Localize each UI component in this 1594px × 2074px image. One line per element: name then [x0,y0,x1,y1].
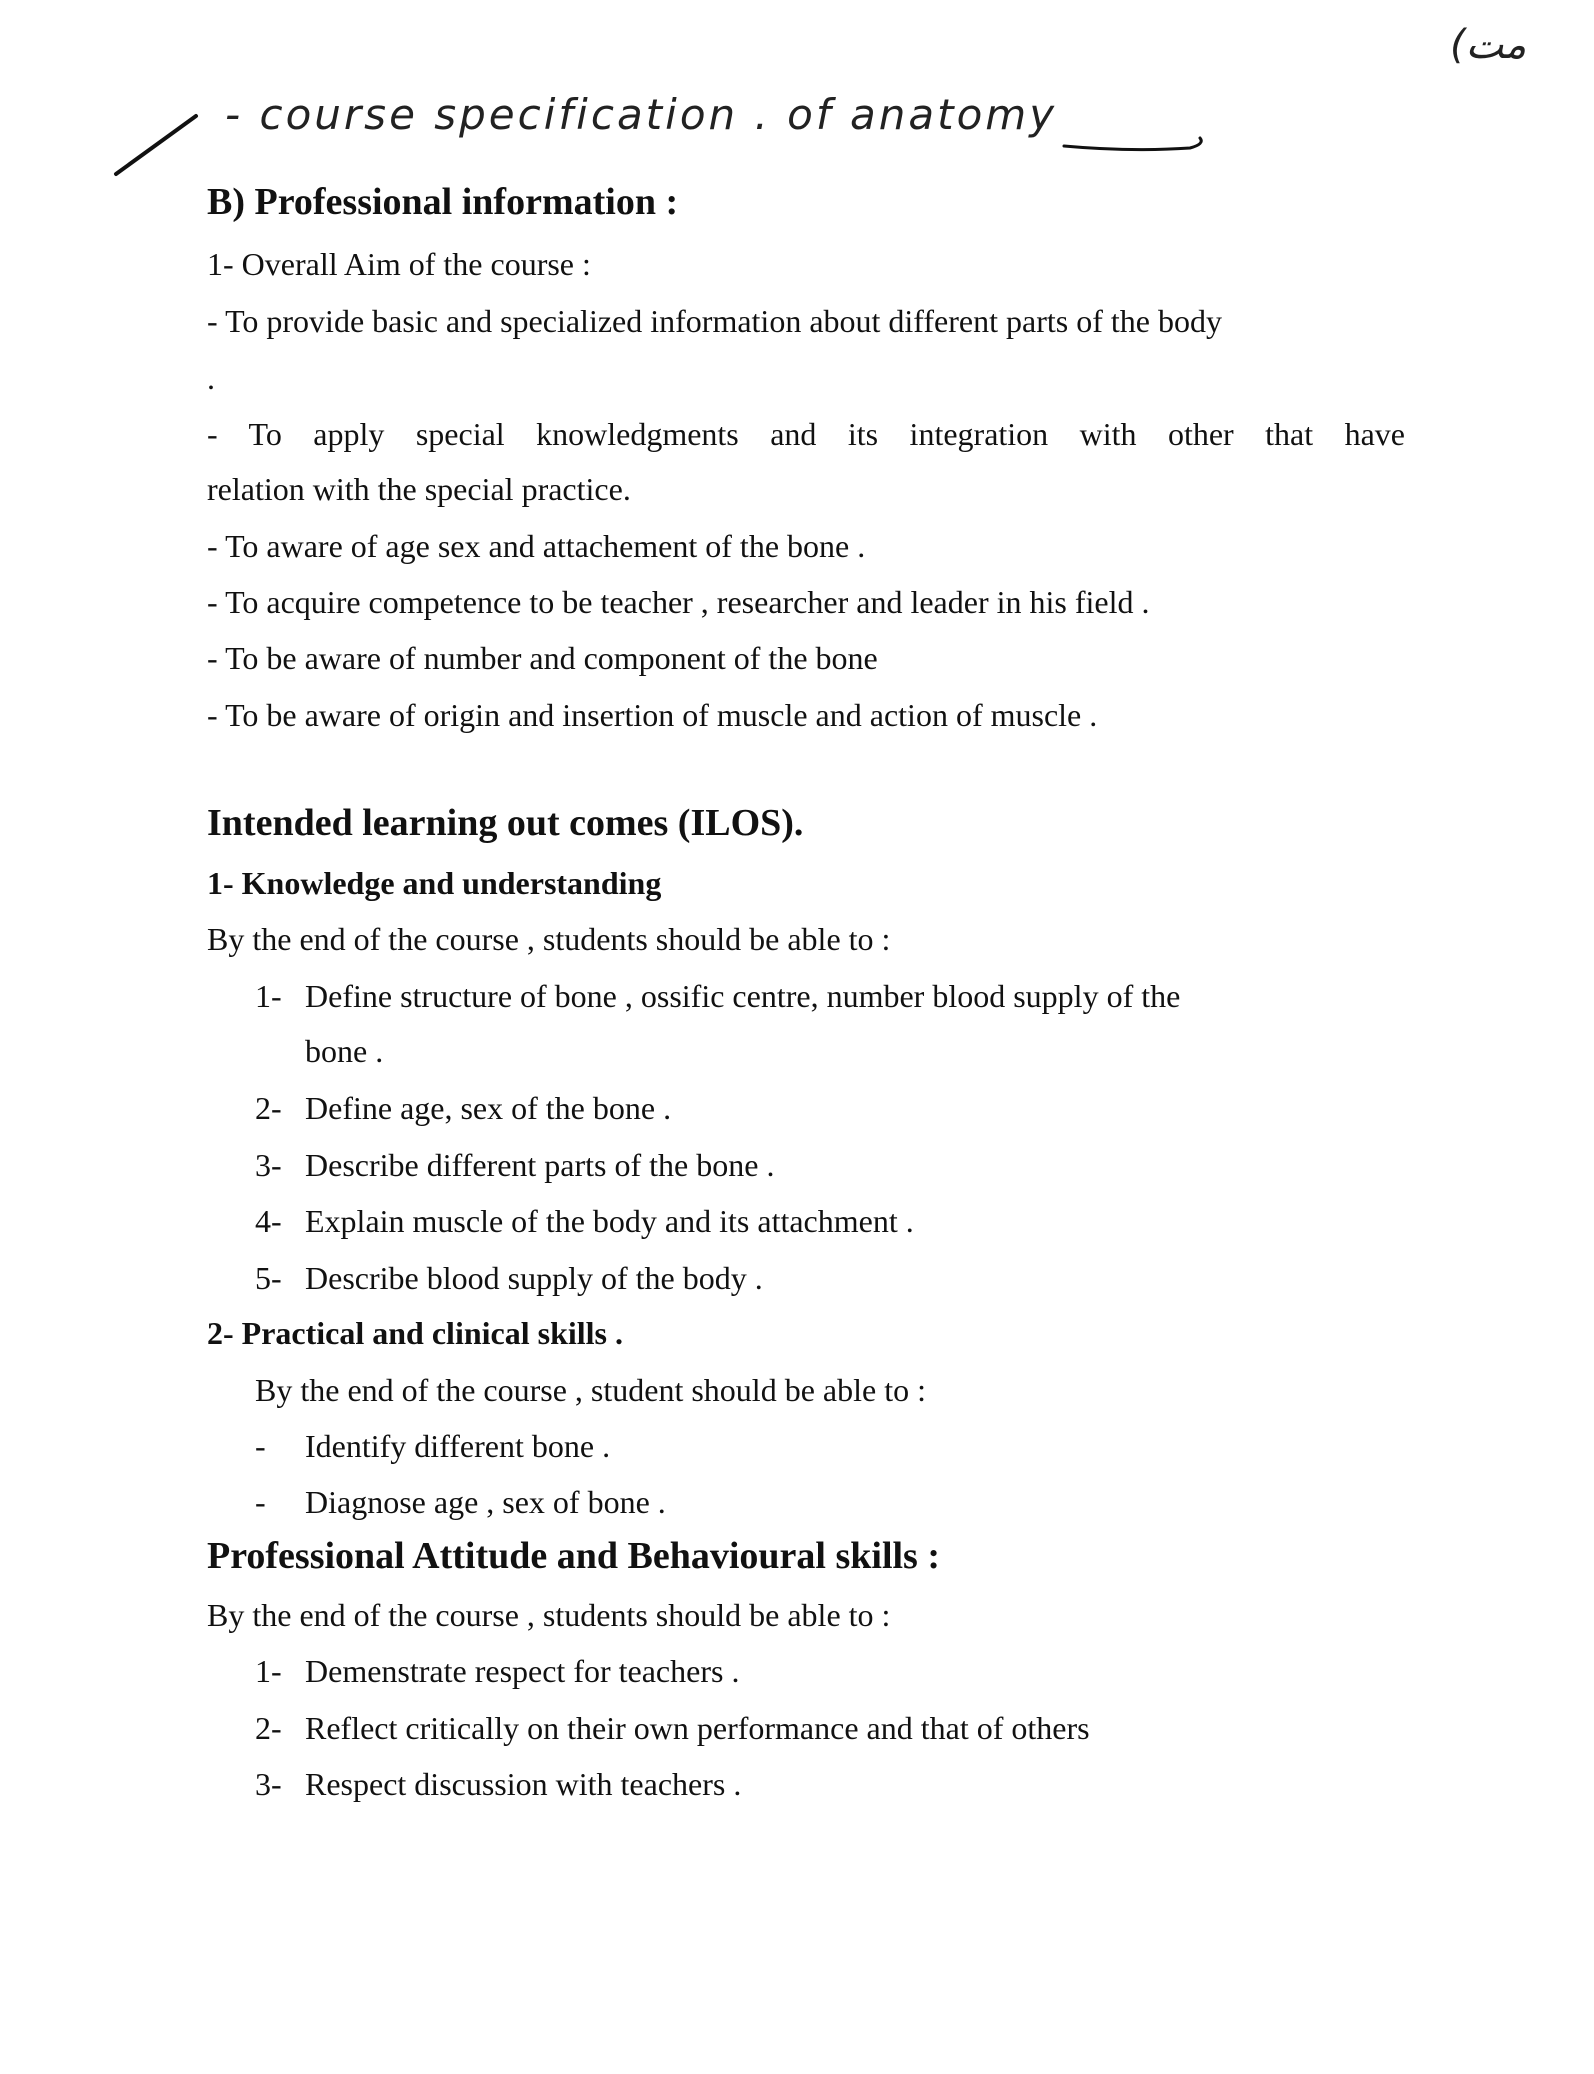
knowledge-item [255,1145,774,1185]
handwritten-title: - course specification . of anatomy [225,90,1058,139]
practical-intro: By the end of the course , student should be able to : [255,1372,926,1408]
knowledge-item-continuation: bone . [305,1033,384,1069]
section-heading-attitude: Professional Attitude and Behavioural skills : [207,1535,941,1577]
knowledge-item [255,1201,914,1241]
item-text: Identify different bone . [305,1428,611,1464]
knowledge-item [255,976,1405,1016]
aim-item-continuation: relation with the special practice. [207,471,631,507]
aim-item-dot: . [207,360,215,396]
item-text: Define age, sex of the bone . [305,1090,672,1126]
item-bullet: - [255,1484,266,1520]
item-number: 2- [255,1710,282,1746]
item-text: Respect discussion with teachers . [305,1766,742,1802]
knowledge-item [255,1088,671,1128]
section-heading-ilos: Intended learning out comes (ILOS). [207,802,804,844]
item-bullet: - [255,1428,266,1464]
item-number: 3- [255,1147,282,1183]
handwritten-corner-mark: (مت [1450,22,1527,68]
subheading-knowledge: 1- Knowledge and understanding [207,865,662,901]
item-number: 1- [255,978,282,1014]
item-text: Define structure of bone , ossific centre, number blood supply of the [305,978,1181,1014]
attitude-item [255,1651,739,1691]
item-number: 4- [255,1203,282,1239]
item-number: 5- [255,1260,282,1296]
aim-item: - To be aware of origin and insertion of muscle and action of muscle . [207,697,1098,733]
item-text: Diagnose age , sex of bone . [305,1484,666,1520]
aim-item: - To acquire competence to be teacher , researcher and leader in his field . [207,584,1150,620]
subheading-practical: 2- Practical and clinical skills . [207,1315,623,1351]
item-text: Explain muscle of the body and its attachment . [305,1203,914,1239]
knowledge-item [255,1258,763,1298]
aim-item: - To be aware of number and component of the bone [207,640,878,676]
handwritten-underline [1060,136,1210,156]
item-text: Describe different parts of the bone . [305,1147,775,1183]
item-number: 2- [255,1090,282,1126]
attitude-item [255,1764,741,1804]
handwritten-slash-mark [112,110,202,180]
overall-aim-label: 1- Overall Aim of the course : [207,246,591,282]
aim-item: - To apply special knowledgments and its integration with other that have [207,416,1405,452]
section-heading-professional-information: B) Professional information : [207,181,679,223]
knowledge-intro: By the end of the course , students should be able to : [207,921,891,957]
attitude-intro: By the end of the course , students should be able to : [207,1597,891,1633]
practical-item [255,1482,666,1522]
item-text: Demenstrate respect for teachers . [305,1653,740,1689]
item-number: 3- [255,1766,282,1802]
item-text: Reflect critically on their own performance and that of others [305,1710,1090,1746]
practical-item [255,1426,610,1466]
item-text: Describe blood supply of the body . [305,1260,763,1296]
aim-item: - To provide basic and specialized information about different parts of the body [207,303,1222,339]
attitude-item [255,1708,1090,1748]
item-number: 1- [255,1653,282,1689]
aim-item: - To aware of age sex and attachement of the bone . [207,528,866,564]
